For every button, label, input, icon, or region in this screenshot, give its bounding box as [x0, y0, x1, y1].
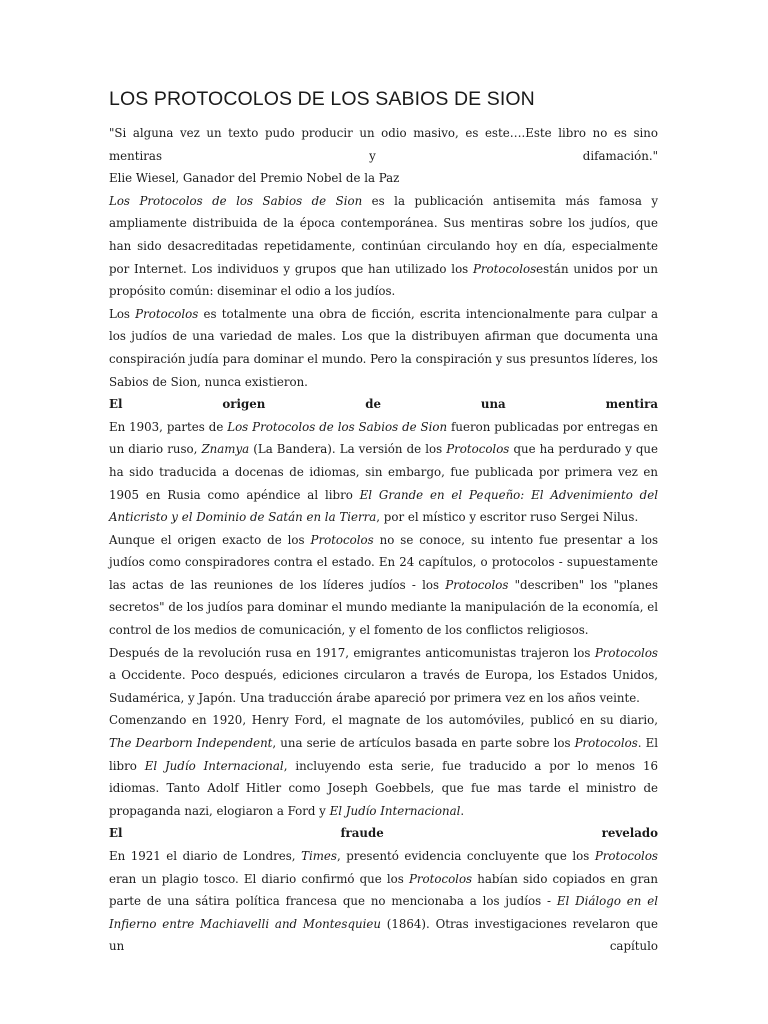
origin-paragraph-2: Aunque el origen exacto de los Protocolos no se conoce, su intento fue presentar a los judíos como conspiradores contra el estado. En 24 capítulos, o protocolos - supuestamente las actas de las reuniones de los líderes judíos - los Protocolos "describen" los "planes secretos" de los judíos para dominar el mundo mediante la manipulación de la economía, el control de los medios de comunicación, y el fomento de los conflictos religiosos. — [109, 532, 659, 638]
quote-paragraph: "Si alguna vez un texto pudo producir un odio masivo, es este….Este libro no es sino mentiras y difamación." — [109, 126, 658, 163]
document-title: LOS PROTOCOLOS DE LOS SABIOS DE SION — [109, 88, 535, 110]
fraud-paragraph-1: En 1921 el diario de Londres, Times, presentó evidencia concluyente que los Protocolos eran un plagio tosco. El diario confirmó que los Protocolos habían sido copiados en gran parte de una sátira política francesa que no mencionaba a los judíos - El Diálogo en el Infierno entre Machiavelli and Montesquieu (1864). Otras investigaciones revelaron que un capítulo — [109, 849, 659, 954]
origin-paragraph-3: Después de la revolución rusa en 1917, emigrantes anticomunistas trajeron los Protocolos a Occidente. Poco después, ediciones circularon a través de Europa, los Estados Unidos, Sudamérica, y Japón. Una traducción árabe apareció por primera vez en los años veinte. — [109, 645, 658, 705]
origin-paragraph-4: Comenzando en 1920, Henry Ford, el magnate de los automóviles, publicó en su diario, The Dearborn Independent, una serie de artículos basada en parte sobre los Protocolos. El libro El Judío Internacional, incluyendo esta serie, fue traducido a por lo menos 16 idiomas. Tanto Adolf Hitler como Joseph Goebbels, que fue mas tarde el ministro de propaganda nazi, elogiaron a Ford y El Judío Internacional. — [109, 713, 658, 818]
origin-paragraph-1: En 1903, partes de Los Protocolos de los Sabios de Sion fueron publicadas por entregas en un diario ruso, Znamya (La Bandera). La versión de los Protocolos que ha perdurado y que ha sido traducida a docenas de idiomas, sin embargo, fue publicada por primera vez en 1905 en Rusia como apéndice al libro El Grande en el Pequeño: El Advenimiento del Anticristo y el Dominio de Satán en la Tierra, por el místico y escritor ruso Sergei Nilus. — [109, 419, 659, 525]
quote-attribution: Elie Wiesel, Ganador del Premio Nobel de la Paz — [109, 171, 400, 186]
book-title: Los Protocolos de los Sabios de Sion — [109, 193, 363, 208]
section-heading-fraud: El fraude revelado — [109, 826, 658, 841]
intro-paragraph-2: Los Protocolos es totalmente una obra de ficción, escrita intencionalmente para culpar a los judíos de una variedad de males. Los que la distribuyen afirman que documenta una conspiración judía para dominar el mundo. Pero la conspiración y sus presuntos líderes, los Sabios de Sion, nunca existieron. — [109, 306, 658, 389]
document-page — [109, 86, 658, 958]
section-heading-origin: El origen de una mentira — [109, 397, 658, 412]
intro-paragraph-1: Los Protocolos de los Sabios de Sion es la publicación antisemita más famosa y ampliamente distribuida de la época contemporánea. Sus mentiras sobre los judíos, que han sido desacreditadas repetidamente, continúan circulando hoy en día, especialmente por Internet. Los individuos y grupos que han utilizado los Protocolosestán unidos por un propósito común: diseminar el odio a los judíos. — [109, 193, 658, 299]
